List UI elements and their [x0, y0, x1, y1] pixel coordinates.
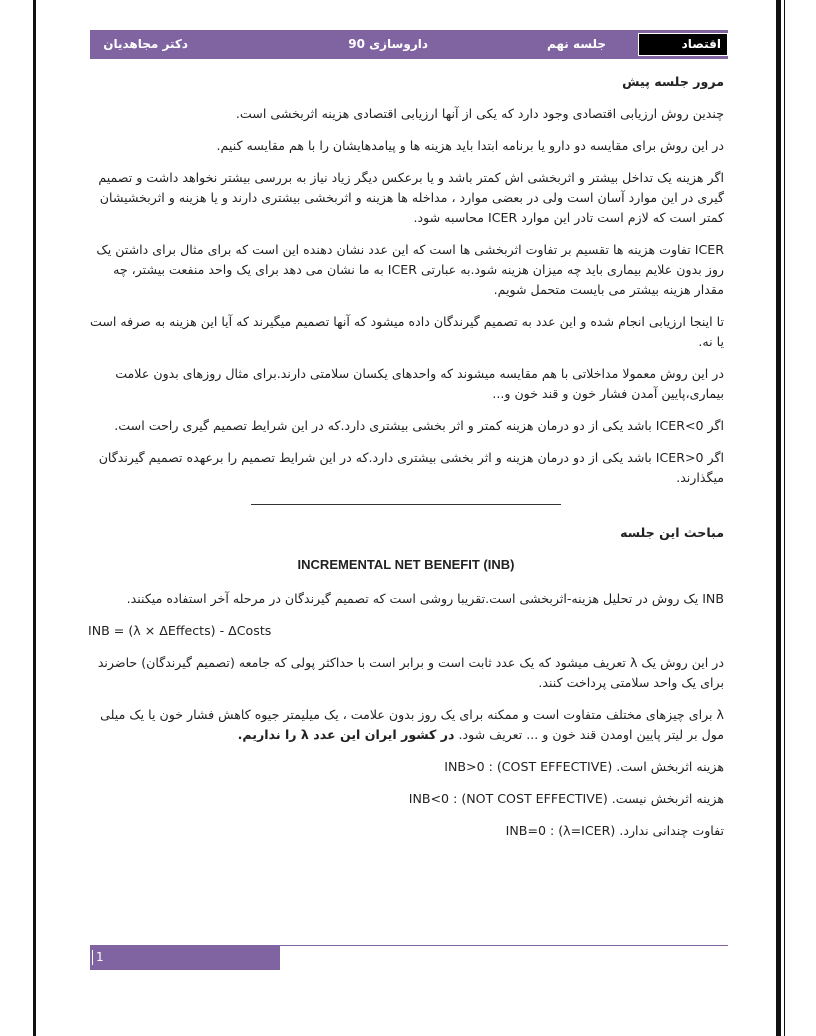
page-border-right-thin [784, 0, 785, 1036]
page-header [90, 30, 728, 59]
author-label: دکتر مجاهدیان [103, 37, 188, 51]
paragraph: تا اینجا ارزیابی انجام شده و این عدد به تصمیم گیرندگان داده میشود که آنها تصمیم میگیرند که آیا این هزینه به صرفه است یا نه. [90, 314, 724, 349]
inb-rule-positive [88, 757, 724, 777]
rule-label: INB<0 : (NOT COST EFFECTIVE) [408, 791, 608, 806]
rule-label: INB=0 : (λ=ICER) [505, 823, 616, 838]
inb-intro: INB یک روش در تحلیل هزینه-اثربخشی است.تقریبا روشی است که تصمیم گیرندگان در مرحله آخر استفاده میکنند. [126, 591, 724, 606]
paragraph: در این روش معمولا مداخلاتی با هم مقایسه میشوند که واحدهای یکسان سلامتی دارند.برای مثال روزهای بدون علامت بیماری،پایین آمدن فشار خون و قند خون و... [115, 366, 724, 401]
subject-tab: اقتصاد [638, 33, 728, 56]
rule-text: هزینه اثربخش است. [616, 759, 724, 774]
page-footer [90, 946, 280, 970]
paragraph: ICER تفاوت هزینه ها تقسیم بر تفاوت اثربخشی ها است که این عدد نشان دهنده این است که برای مثال برای داشتن یک روز بدون علایم بیماری باید چه میزان هزینه شود.به عبارتی ICER به ما نشان می دهد برای یک واحد منفعت بیشتر، چه مقدار هزینه بیشتر می بایست متحمل شویم. [96, 242, 724, 297]
course-label: داروسازی 90 [348, 37, 428, 51]
inb-rule-zero [88, 821, 724, 841]
rule-text: هزینه اثربخش نیست. [611, 791, 724, 806]
paragraph: چندین روش ارزیابی اقتصادی وجود دارد که یکی از آنها ارزیابی اقتصادی هزینه اثربخشی است. [235, 106, 724, 121]
paragraph: اگر ICER<0 باشد یکی از دو درمان هزینه کمتر و اثر بخشی بیشتری دارد.که در این شرایط تصمیم گیری راحت است. [114, 418, 724, 433]
paragraph: در این روش برای مقایسه دو دارو یا برنامه ابتدا باید هزینه ها و پیامدهایشان را با هم مقایسه کنیم. [216, 138, 724, 153]
lambda-examples-paragraph [88, 705, 724, 745]
paragraph: اگر ICER>0 باشد یکی از دو درمان هزینه و اثر بخشی بیشتری دارد.که در این شرایط تصمیم را برعهده تصمیم گیرندگان میگذارند. [98, 450, 724, 485]
inb-rule-negative [88, 789, 724, 809]
section-divider [251, 504, 561, 505]
rule-text: تفاوت چندانی ندارد. [619, 823, 724, 838]
lambda-definition: در این روش یک λ تعریف میشود که یک عدد ثابت است و برابر است با حداکثر پولی که جامعه (تصمیم گیرندگان) حاضرند برای یک واحد سلامتی پرداخت کنند. [97, 655, 724, 690]
page-border-right [776, 0, 781, 1036]
rule-label: INB>0 : (COST EFFECTIVE) [444, 759, 613, 774]
section-heading-review: مرور جلسه پیش [622, 74, 724, 89]
inb-title: INCREMENTAL NET BENEFIT (INB) [297, 557, 515, 572]
document-body [88, 72, 724, 853]
section-heading-topics: مباحث این جلسه [620, 525, 724, 540]
inb-formula: INB = (λ × ΔEffects) - ΔCosts [88, 623, 272, 638]
lambda-note: در کشور ایران این عدد λ را نداریم. [237, 727, 455, 742]
footer-separator [92, 950, 93, 965]
lambda-examples: λ برای چیزهای مختلف متفاوت است و ممکنه برای یک روز بدون علامت ، یک میلیمتر جیوه کاهش فشار خون یا یک میلی مول بر لیتر پایین اومدن قند خون و ... تعریف شود. [100, 707, 724, 742]
paragraph: اگر هزینه یک تداخل بیشتر و اثربخشی اش کمتر باشد و یا برعکس دیگر زیاد نیاز به بررسی بیشتر نخواهد داشت و تصمیم گیری در این موارد آسان است ولی در بعضی موارد ، مداخله ها هزینه و اثربخشی بیشتری دارند و یا هزینه و اثربخشیشان کمتر است که لازم است تادر این موارد ICER محاسبه شود. [98, 170, 724, 225]
page-border-left [33, 0, 36, 1036]
page-number: 1 [96, 950, 104, 964]
session-label: جلسه نهم [546, 37, 606, 51]
